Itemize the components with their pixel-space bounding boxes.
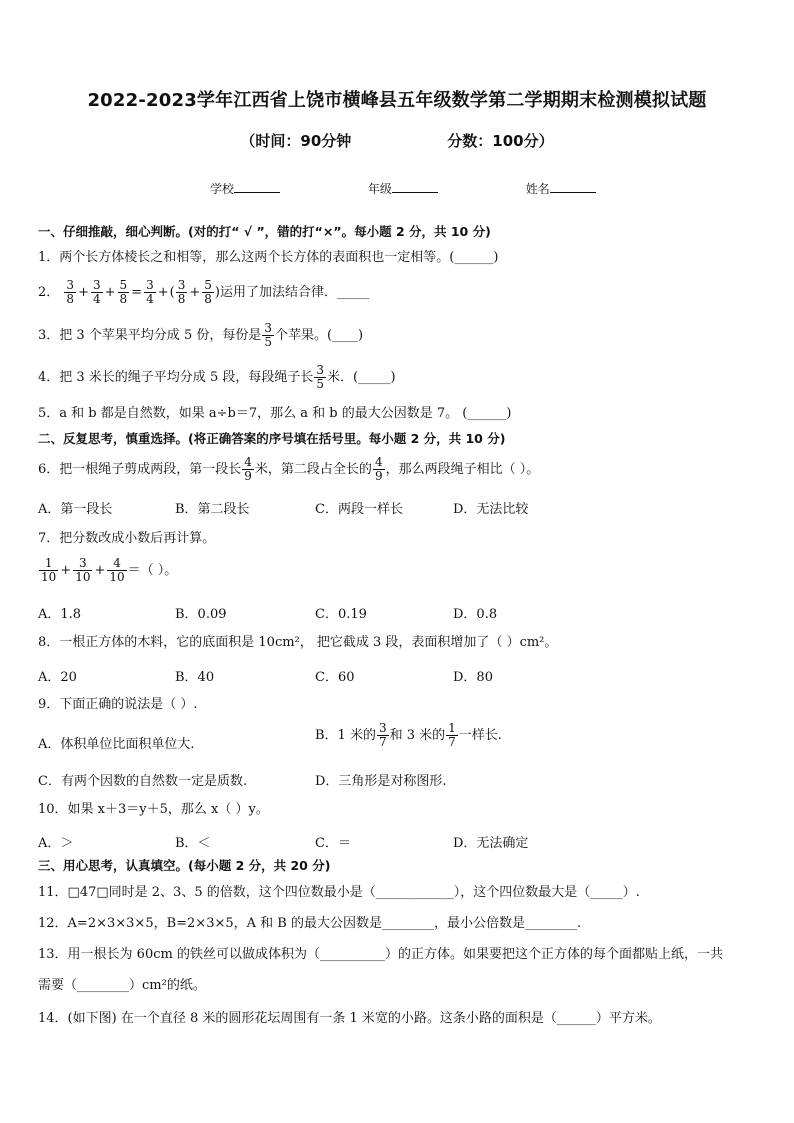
question-5: 5．a 和 b 都是自然数，如果 a÷b＝7，那么 a 和 b 的最大公因数是 7。 (______) bbox=[38, 406, 512, 421]
fraction: $\frac{4}{9}$ bbox=[374, 455, 383, 483]
question-3 bbox=[38, 322, 363, 349]
question-6-text: 6．把一根绳子剪成两段，第一段长 bbox=[38, 462, 242, 477]
q8-option-a[interactable]: A．20 bbox=[38, 670, 77, 685]
grade-label: 年级 bbox=[367, 182, 392, 196]
question-6-mid: 米，第二段占全长的 bbox=[254, 462, 372, 477]
name-label: 姓名 bbox=[525, 182, 550, 196]
q9-option-b-suffix: 一样长. bbox=[458, 728, 502, 743]
fraction: $\frac{4}{10}$ bbox=[109, 556, 125, 584]
question-6 bbox=[38, 456, 539, 483]
q10-option-c[interactable]: C．＝ bbox=[315, 836, 351, 851]
question-7: 7．把分数改成小数后再计算。 bbox=[38, 531, 216, 546]
question-8: 8．一根正方体的木料，它的底面积是 10cm²， 把它截成 3 段，表面积增加了（ ）cm²。 bbox=[38, 635, 558, 650]
fraction: $\frac{1}{7}$ bbox=[448, 721, 456, 749]
q8-option-b[interactable]: B．40 bbox=[175, 670, 215, 685]
question-13-line-1: 13．用一根长为 60cm 的铁丝可以做成体积为（__________）的正方体。如果要把这个正方体的每个面都贴上纸，一共 bbox=[38, 947, 723, 962]
fraction: $\frac{3}{7}$ bbox=[378, 721, 387, 749]
fraction: $\frac{3}{8}$ bbox=[66, 278, 75, 306]
name-blank bbox=[550, 180, 596, 193]
q9-option-b-mid: 和 3 米的 bbox=[389, 728, 446, 743]
exam-subtitle bbox=[0, 130, 794, 151]
fraction: $\frac{1}{10}$ bbox=[41, 556, 57, 584]
fraction: $\frac{3}{5}$ bbox=[264, 321, 272, 349]
question-11: 11．□47□同时是 2、3、5 的倍数，这个四位数最小是（____________），这个四位数最大是（_____）. bbox=[38, 885, 640, 900]
school-blank bbox=[234, 180, 280, 193]
question-1: 1．两个长方体棱长之和相等，那么这两个长方体的表面积也一定相等。(______) bbox=[38, 250, 499, 265]
question-3-suffix: 个苹果。(____) bbox=[274, 328, 364, 343]
student-info bbox=[210, 180, 596, 197]
section-2-title: 二、反复思考，慎重选择。(将正确答案的序号填在括号里。每小题 2 分，共 10 分) bbox=[38, 431, 506, 446]
fraction: $\frac{5}{8}$ bbox=[119, 278, 128, 306]
q10-option-a[interactable]: A．＞ bbox=[38, 836, 74, 851]
q9-option-b[interactable] bbox=[315, 722, 502, 749]
q7-option-d[interactable]: D．0.8 bbox=[453, 607, 498, 622]
question-2: 2． $\frac{3}{8}$ + $\frac{3}{4}$ + $\frac{5}{8}$ = $\frac{3}{4}$ +( $\frac{3}{8}$ + $\frac{5}{8}$ )运用了加法结合律．_____ bbox=[38, 278, 370, 306]
question-3-text: 3．把 3 个苹果平均分成 5 份，每份是 bbox=[38, 328, 262, 343]
question-2-text: 运用了加法结合律．_____ bbox=[219, 285, 370, 300]
school-label: 学校 bbox=[210, 182, 235, 196]
question-10: 10．如果 x＋3＝y＋5，那么 x（ ）y。 bbox=[38, 802, 269, 817]
section-3-title: 三、用心思考，认真填空。(每小题 2 分，共 20 分) bbox=[38, 858, 331, 873]
q8-option-c[interactable]: C．60 bbox=[315, 670, 355, 685]
question-7-expression: $\frac{1}{10}$ + $\frac{3}{10}$ + $\frac{4}{10}$ ＝（ ）。 bbox=[41, 556, 178, 584]
fraction: $\frac{3}{4}$ bbox=[92, 278, 101, 306]
q6-option-d[interactable]: D．无法比较 bbox=[453, 502, 529, 517]
q9-option-b-text: B．1 米的 bbox=[315, 728, 376, 743]
question-4 bbox=[38, 364, 396, 391]
q7-option-c[interactable]: C．0.19 bbox=[315, 607, 367, 622]
q7-option-a[interactable]: A．1.8 bbox=[38, 607, 82, 622]
question-7-suffix: ＝（ ）。 bbox=[127, 563, 178, 578]
grade-field bbox=[368, 180, 438, 197]
q9-option-d[interactable]: D．三角形是对称图形. bbox=[315, 774, 447, 789]
fraction: $\frac{3}{5}$ bbox=[316, 363, 324, 391]
question-6-suffix: ，那么两段绳子相比（ ）。 bbox=[385, 462, 540, 477]
question-9: 9．下面正确的说法是（ ）. bbox=[38, 697, 198, 712]
question-4-text: 4．把 3 米长的绳子平均分成 5 段，每段绳子长 bbox=[38, 370, 314, 385]
time-label: （时间：90分钟 bbox=[240, 132, 352, 150]
fraction: $\frac{5}{8}$ bbox=[204, 278, 212, 306]
question-14: 14．(如下图) 在一个直径 8 米的圆形花坛周围有一条 1 米宽的小路。这条小路的面积是（______）平方米。 bbox=[38, 1011, 661, 1026]
q7-option-b[interactable]: B．0.09 bbox=[175, 607, 227, 622]
q9-option-c[interactable]: C．有两个因数的自然数一定是质数. bbox=[38, 774, 248, 789]
question-13-line-2: 需要（________）cm²的纸。 bbox=[38, 978, 206, 993]
q10-option-d[interactable]: D．无法确定 bbox=[453, 836, 529, 851]
fraction: $\frac{4}{9}$ bbox=[244, 455, 252, 483]
fraction: $\frac{3}{10}$ bbox=[75, 556, 91, 584]
fraction: $\frac{3}{4}$ bbox=[146, 278, 154, 306]
q6-option-c[interactable]: C．两段一样长 bbox=[315, 502, 403, 517]
question-2-number: 2． bbox=[38, 285, 60, 300]
q10-option-b[interactable]: B．＜ bbox=[175, 836, 211, 851]
question-12: 12．A=2×3×3×5，B=2×3×5，A 和 B 的最大公因数是________，最小公倍数是________. bbox=[38, 916, 582, 931]
score-label: 分数：100分） bbox=[447, 132, 554, 150]
fraction: $\frac{3}{8}$ bbox=[177, 278, 186, 306]
name-field bbox=[526, 180, 596, 197]
grade-blank bbox=[392, 180, 438, 193]
q6-option-a[interactable]: A．第一段长 bbox=[38, 502, 113, 517]
question-4-suffix: 米．(_____) bbox=[326, 370, 396, 385]
q6-option-b[interactable]: B．第二段长 bbox=[175, 502, 250, 517]
q8-option-d[interactable]: D．80 bbox=[453, 670, 493, 685]
q9-option-a[interactable]: A．体积单位比面积单位大. bbox=[38, 737, 195, 752]
school-field bbox=[210, 180, 280, 197]
exam-title: 2022-2023学年江西省上饶市横峰县五年级数学第二学期期末检测模拟试题 bbox=[87, 90, 707, 111]
section-1-title: 一、仔细推敲，细心判断。(对的打“ √ ”，错的打“×”。每小题 2 分，共 10 分) bbox=[38, 224, 491, 239]
